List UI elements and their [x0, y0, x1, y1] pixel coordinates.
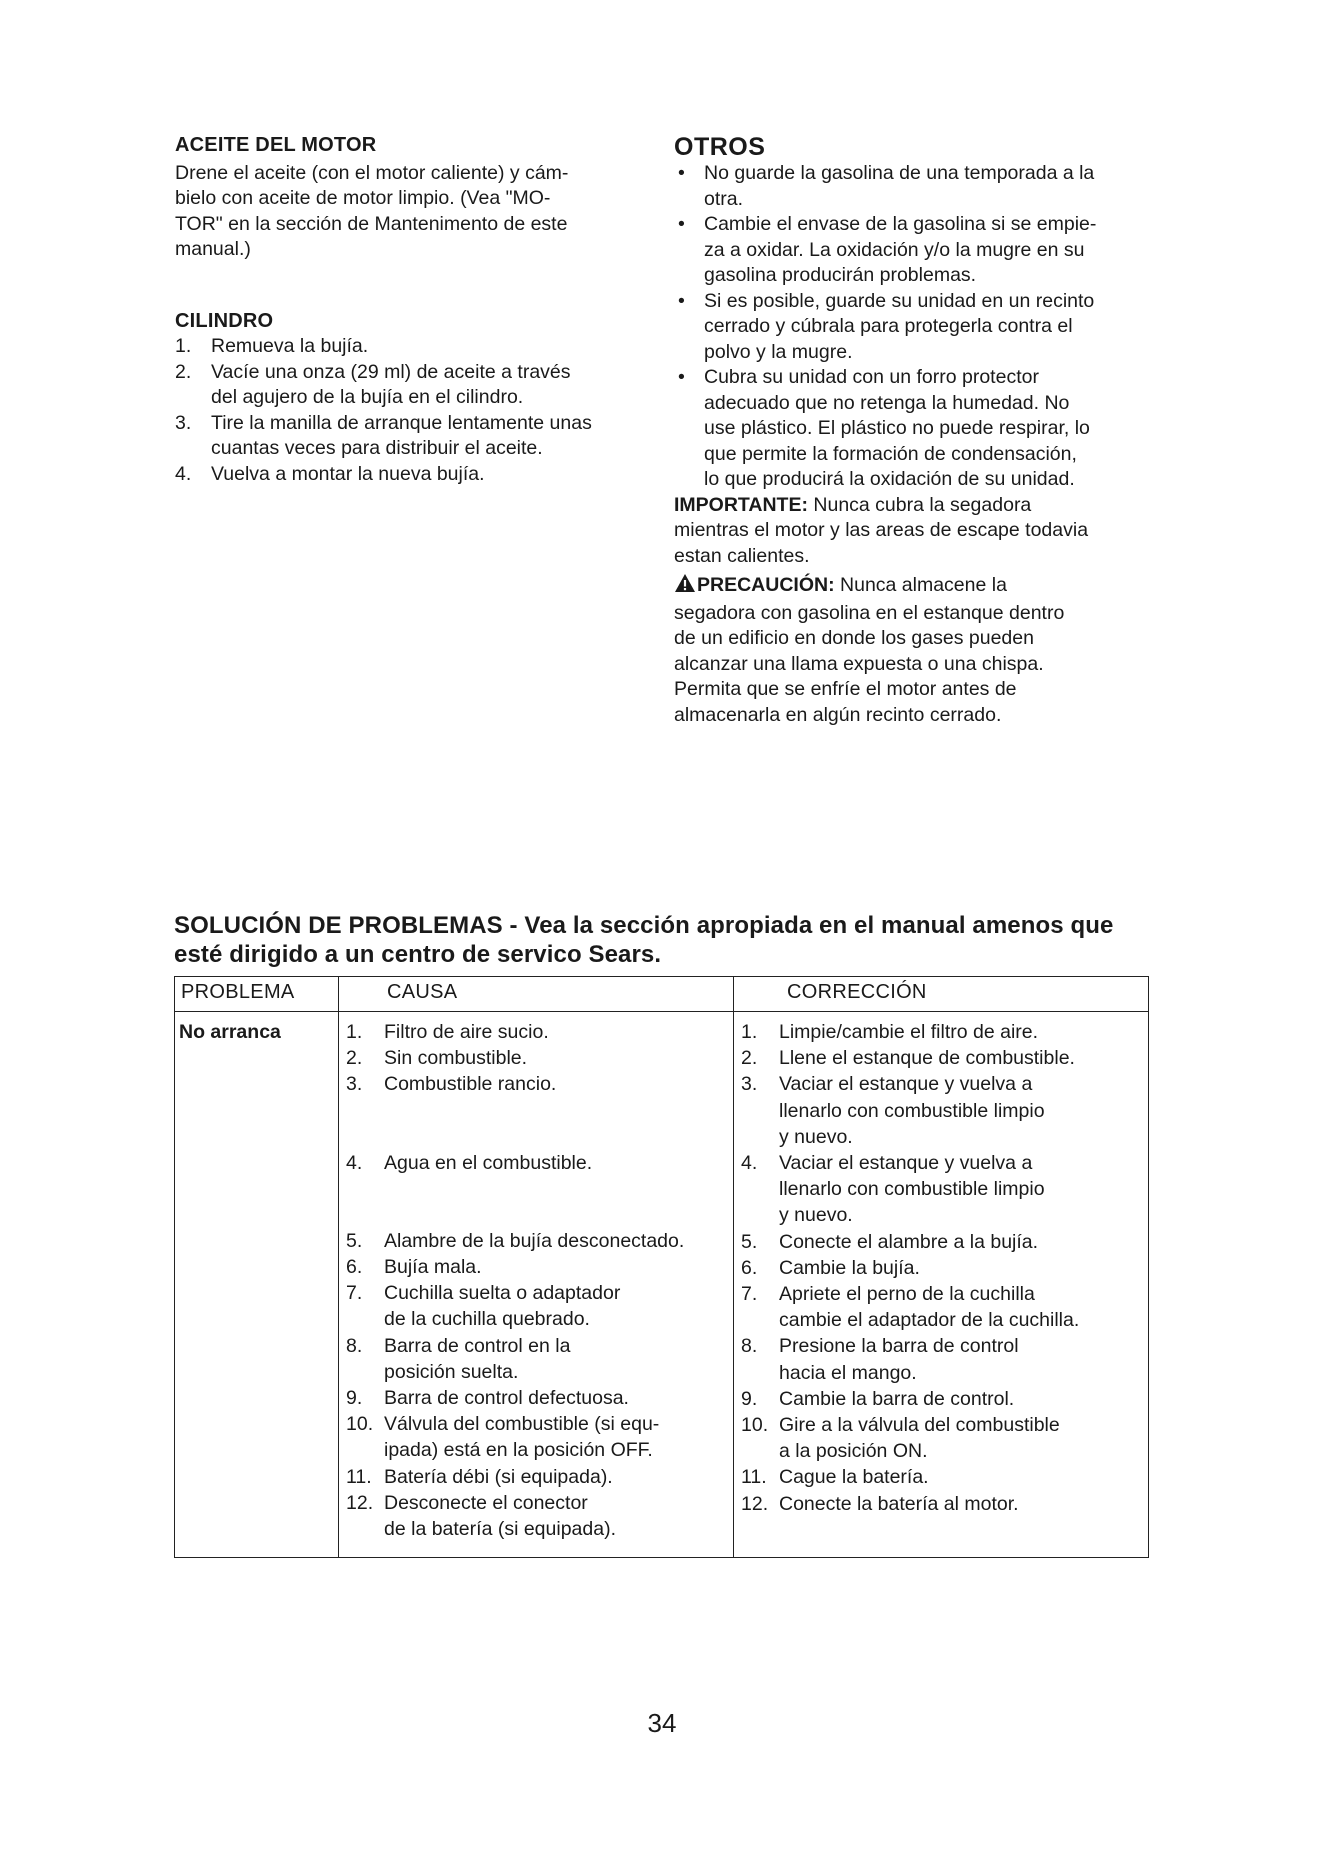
right-column — [674, 133, 1164, 728]
step-text: del agujero de la bujía en el cilindro. — [211, 386, 524, 408]
cause-number: 10. — [346, 1413, 374, 1436]
cause-text: Barra de control en la — [384, 1334, 571, 1357]
corrections-cell — [741, 1019, 1141, 1517]
cilindro-steps — [175, 334, 655, 487]
bullet-text: polvo y la mugre. — [704, 340, 853, 363]
correction-number: 3. — [741, 1073, 758, 1096]
precaucion-text: segadora con gasolina en el estanque dentro — [674, 601, 1065, 624]
cause-number: 11. — [346, 1465, 372, 1488]
correction-text: Apriete el perno de la cuchilla — [779, 1283, 1035, 1306]
cause-number: 3. — [346, 1073, 363, 1096]
correction-text: Gire a la válvula del combustible — [779, 1414, 1060, 1437]
correction-text: a la posición ON. — [779, 1440, 928, 1463]
cause-number: 4. — [346, 1151, 363, 1174]
correction-item — [741, 1255, 1141, 1281]
aceite-line: bielo con aceite de motor limpio. (Vea "MO- — [175, 187, 551, 209]
correction-number: 9. — [741, 1387, 758, 1410]
list-item — [175, 411, 655, 462]
bullet-text: lo que producirá la oxidación de su unidad. — [704, 468, 1075, 490]
correction-text: llenarlo con combustible limpio — [779, 1178, 1045, 1201]
otros-heading: OTROS — [674, 133, 766, 161]
troubleshooting-table — [174, 976, 1149, 1558]
bullet-text: Cubra su unidad con un forro protector — [704, 366, 1039, 388]
list-item — [674, 212, 1164, 289]
causes-cell — [346, 1019, 731, 1542]
cause-text: posición suelta. — [384, 1360, 519, 1383]
precaucion-text: Permita que se enfríe el motor antes de — [674, 678, 1017, 700]
causes-list — [346, 1019, 731, 1542]
step-text: Vuelva a montar la nueva bujía. — [211, 462, 485, 485]
cause-item — [346, 1490, 731, 1542]
header-correccion: CORRECCIÓN — [787, 981, 927, 1003]
importante-note — [674, 493, 1164, 570]
page-number: 34 — [647, 1708, 677, 1738]
importante-text: mientras el motor y las areas de escape todavia — [674, 519, 1089, 541]
bullet-text: cerrado y cúbrala para protegerla contra el — [704, 315, 1073, 337]
correction-item — [741, 1045, 1141, 1071]
bullet-icon: • — [678, 213, 685, 235]
correction-text: y nuevo. — [779, 1125, 853, 1148]
title-line: SOLUCIÓN DE PROBLEMAS - Vea la sección apropiada en el manual amenos que — [174, 912, 1114, 939]
correction-text: Limpie/cambie el filtro de aire. — [779, 1021, 1039, 1043]
cause-number: 9. — [346, 1387, 363, 1410]
cause-number: 12. — [346, 1491, 374, 1514]
correction-text: y nuevo. — [779, 1204, 853, 1227]
correction-number: 10. — [741, 1414, 769, 1437]
step-text: Vacíe una onza (29 ml) de aceite a través — [211, 360, 571, 383]
bullet-text: adecuado que no retenga la humedad. No — [704, 391, 1070, 414]
step-text: Tire la manilla de arranque lentamente unas — [211, 411, 592, 434]
precaucion-text: alcanzar una llama expuesta o una chispa. — [674, 652, 1044, 675]
corrections-list — [741, 1019, 1141, 1517]
correction-number: 7. — [741, 1283, 758, 1306]
correction-text: hacia el mango. — [779, 1361, 917, 1384]
aceite-line: Drene el aceite (con el motor caliente) y cám- — [175, 161, 569, 184]
list-item — [674, 289, 1164, 366]
cause-item — [346, 1019, 731, 1045]
correction-item — [741, 1150, 1141, 1229]
precaucion-note — [674, 573, 1164, 728]
precaucion-label: PRECAUCIÓN: — [697, 574, 835, 596]
cause-number: 1. — [346, 1021, 363, 1043]
correction-text: Vaciar el estanque y vuelva a — [779, 1152, 1033, 1175]
cause-text: Alambre de la bujía desconectado. — [384, 1229, 685, 1252]
otros-list — [674, 161, 1164, 493]
correction-item — [741, 1412, 1141, 1464]
bullet-text: use plástico. El plástico no puede respirar, lo — [704, 417, 1090, 439]
aceite-heading: ACEITE DEL MOTOR — [175, 134, 377, 156]
cause-item — [346, 1411, 731, 1463]
cause-text: Desconecte el conector — [384, 1491, 588, 1514]
aceite-line: TOR" en la sección de Mantenimento de este — [175, 212, 568, 235]
cause-text: Bujía mala. — [384, 1256, 482, 1279]
list-item — [674, 365, 1164, 493]
bullet-text: za a oxidar. La oxidación y/o la mugre en su — [704, 238, 1085, 261]
precaucion-text: de un edificio en donde los gases pueden — [674, 627, 1034, 649]
correction-number: 2. — [741, 1047, 758, 1070]
correction-number: 8. — [741, 1335, 758, 1358]
correction-number: 5. — [741, 1230, 758, 1253]
correction-text: Cambie la bujía. — [779, 1256, 920, 1279]
correction-text: Conecte la batería al motor. — [779, 1492, 1019, 1515]
correction-number: 12. — [741, 1492, 769, 1515]
cause-text: de la batería (si equipada). — [384, 1518, 616, 1541]
list-item — [175, 334, 655, 360]
correction-item — [741, 1333, 1141, 1385]
cause-number: 6. — [346, 1256, 363, 1279]
correction-item — [741, 1019, 1141, 1045]
correction-text: Cambie la barra de control. — [779, 1387, 1015, 1410]
step-number: 4. — [175, 462, 192, 485]
correction-text: llenarlo con combustible limpio — [779, 1099, 1045, 1122]
cause-number: 5. — [346, 1229, 363, 1252]
bullet-icon: • — [678, 162, 685, 184]
cause-item — [346, 1385, 731, 1411]
bullet-icon: • — [678, 366, 685, 388]
aceite-paragraph — [175, 161, 655, 263]
precaucion-text: Nunca almacene la — [834, 574, 1007, 596]
troubleshooting-title — [174, 911, 1174, 969]
step-text: cuantas veces para distribuir el aceite. — [211, 437, 543, 459]
cause-text: Combustible rancio. — [384, 1073, 557, 1096]
correction-text: Presione la barra de control — [779, 1335, 1019, 1358]
bullet-text: Si es posible, guarde su unidad en un recinto — [704, 289, 1095, 312]
cause-text: de la cuchilla quebrado. — [384, 1308, 590, 1331]
correction-text: Vaciar el estanque y vuelva a — [779, 1073, 1033, 1096]
cause-number: 8. — [346, 1334, 363, 1357]
title-line: esté dirigido a un centro de servico Sears. — [174, 941, 662, 968]
list-item — [175, 360, 655, 411]
cause-text: Barra de control defectuosa. — [384, 1387, 629, 1410]
cause-item — [346, 1464, 731, 1490]
cause-text: Filtro de aire sucio. — [384, 1021, 549, 1043]
cause-text: Agua en el combustible. — [384, 1151, 593, 1174]
cause-item — [346, 1254, 731, 1280]
list-item — [175, 462, 655, 488]
step-number: 1. — [175, 335, 192, 357]
bullet-text: No guarde la gasolina de una temporada a la — [704, 162, 1095, 184]
aceite-line: manual.) — [175, 238, 251, 260]
step-text: Remueva la bujía. — [211, 335, 369, 357]
cause-text: Válvula del combustible (si equ- — [384, 1413, 660, 1436]
cause-item — [346, 1071, 731, 1097]
header-causa: CAUSA — [387, 981, 458, 1003]
correction-text: Cague la batería. — [779, 1466, 929, 1489]
cause-number: 7. — [346, 1282, 363, 1305]
correction-item — [741, 1229, 1141, 1255]
bullet-text: Cambie el envase de la gasolina si se empie- — [704, 213, 1097, 235]
correction-item — [741, 1386, 1141, 1412]
correction-text: cambie el adaptador de la cuchilla. — [779, 1309, 1080, 1332]
importante-label: IMPORTANTE: — [674, 493, 808, 516]
correction-text: Llene el estanque de combustible. — [779, 1047, 1075, 1070]
warning-triangle-icon — [674, 573, 696, 601]
cause-item — [346, 1333, 731, 1385]
precaucion-text: almacenarla en algún recinto cerrado. — [674, 703, 1002, 726]
list-item — [674, 161, 1164, 212]
cause-item — [346, 1280, 731, 1332]
importante-text: estan calientes. — [674, 544, 810, 567]
bullet-text: gasolina producirán problemas. — [704, 264, 977, 286]
cause-item — [346, 1045, 731, 1071]
header-problema: PROBLEMA — [181, 981, 295, 1003]
correction-item — [741, 1281, 1141, 1333]
correction-number: 11. — [741, 1466, 767, 1489]
correction-item — [741, 1491, 1141, 1517]
bullet-text: que permite la formación de condensación, — [704, 442, 1077, 465]
correction-item — [741, 1071, 1141, 1150]
importante-text: Nunca cubra la segadora — [807, 493, 1032, 516]
cause-text: Sin combustible. — [384, 1047, 528, 1070]
cause-item — [346, 1228, 731, 1254]
cause-text: ipada) está en la posición OFF. — [384, 1439, 653, 1462]
correction-number: 4. — [741, 1152, 758, 1175]
correction-item — [741, 1464, 1141, 1490]
problem-cell: No arranca — [179, 1021, 281, 1043]
cause-text: Batería débi (si equipada). — [384, 1465, 613, 1488]
step-number: 3. — [175, 411, 192, 434]
correction-number: 6. — [741, 1256, 758, 1279]
step-number: 2. — [175, 360, 192, 383]
bullet-icon: • — [678, 289, 685, 312]
left-column — [175, 133, 655, 487]
correction-text: Conecte el alambre a la bujía. — [779, 1230, 1039, 1253]
cause-number: 2. — [346, 1047, 363, 1070]
cilindro-heading: CILINDRO — [175, 309, 274, 332]
bullet-text: otra. — [704, 187, 744, 210]
correction-number: 1. — [741, 1021, 758, 1043]
cause-item — [346, 1150, 731, 1176]
cause-text: Cuchilla suelta o adaptador — [384, 1282, 621, 1305]
